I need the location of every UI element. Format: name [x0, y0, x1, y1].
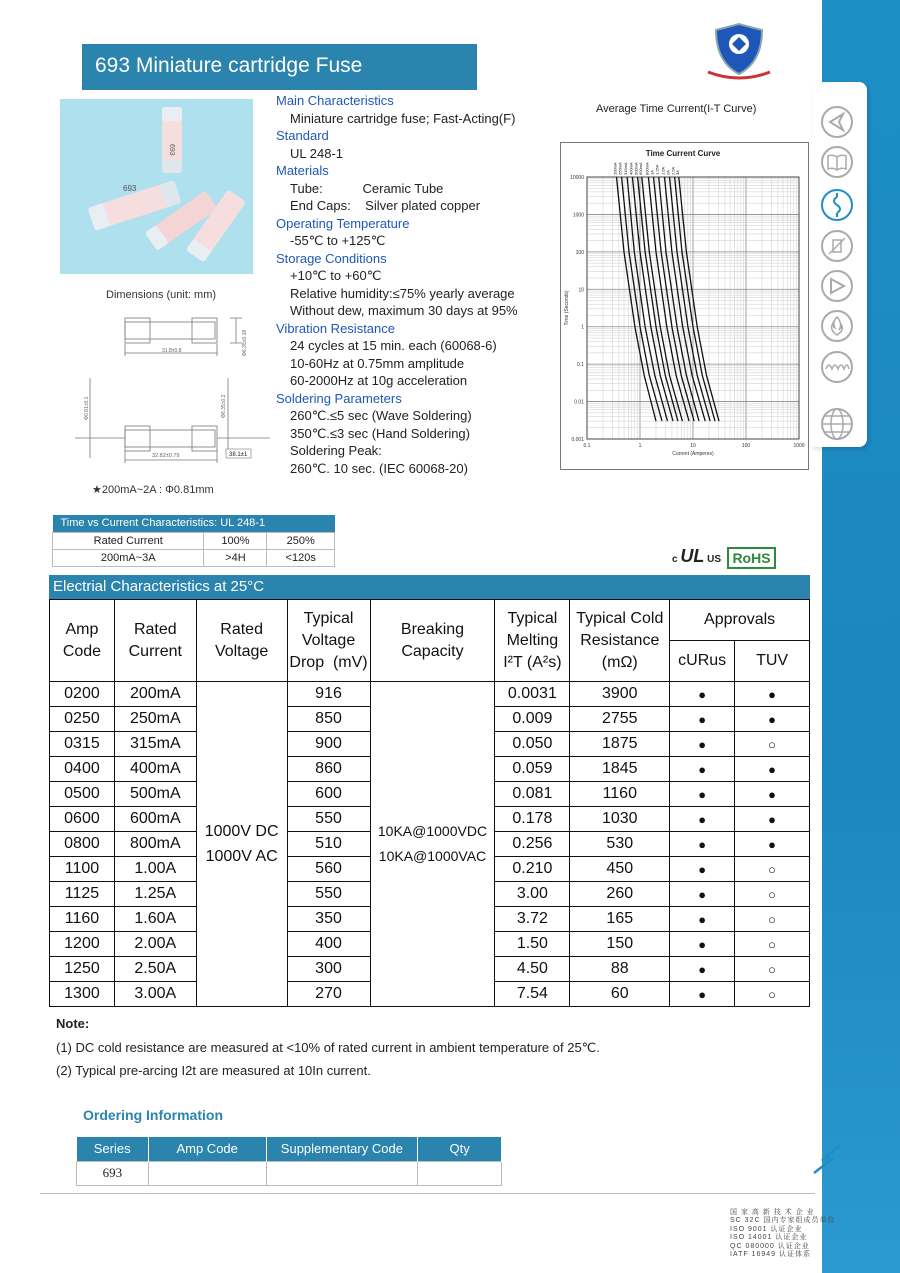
x-axis-label: Current (Amperes)	[672, 451, 714, 457]
cell-voltage-drop: 350	[287, 907, 370, 932]
char-storage-dew: Without dew, maximum 30 days at 95%	[290, 303, 518, 318]
dim-overall: 32.82±0.79	[152, 453, 180, 459]
y-tick-label: 100	[575, 249, 584, 256]
cell-tuv: ○	[735, 982, 810, 1007]
char-standard-value: UL 248-1	[290, 145, 343, 161]
cell-melting: 0.009	[495, 707, 570, 732]
footer-line: QC 080000 认证企业	[730, 1242, 810, 1250]
cell-curus: ●	[670, 932, 735, 957]
cell-voltage-drop: 550	[287, 882, 370, 907]
series-label: 1.6A	[660, 166, 666, 175]
series-label: 1A	[649, 170, 655, 175]
y-tick-label: 10000	[570, 175, 584, 181]
cell-resistance: 3900	[570, 682, 670, 707]
cell-tuv: ●	[735, 682, 810, 707]
char-soldering-2: 350℃.≤3 sec (Hand Soldering)	[290, 425, 470, 441]
cell-resistance: 450	[570, 857, 670, 882]
fuse-icon[interactable]	[819, 187, 855, 223]
header-line: Drop (mV)	[289, 653, 368, 671]
tvc-cell: Rated Current	[53, 532, 204, 549]
x-tick-label: 1	[638, 443, 642, 449]
header-line: Typical Cold	[576, 609, 664, 627]
header-line: Current	[128, 642, 182, 660]
cell-melting: 0.081	[495, 782, 570, 807]
globe-icon[interactable]	[819, 406, 855, 442]
header-line: I²T (A²s)	[503, 653, 562, 671]
cell-amp-code: 1100	[50, 857, 115, 882]
cell-resistance: 2755	[570, 707, 670, 732]
x-tick-label: 10	[690, 443, 696, 449]
col-approvals: Approvals	[670, 600, 810, 641]
ord-cell-amp-code	[148, 1161, 266, 1185]
ul-certification-mark	[672, 546, 721, 567]
dim-wire-diameter: Φ0.81±0.1	[84, 396, 90, 420]
char-materials-caps: End Caps: Silver plated copper	[290, 198, 481, 213]
coil-icon[interactable]	[819, 349, 855, 385]
char-vibration-2: 10-60Hz at 0.75mm amplitude	[290, 355, 465, 371]
cell-resistance: 165	[570, 907, 670, 932]
header-line: Rated	[220, 620, 263, 638]
char-materials-head: Materials	[276, 163, 329, 178]
ord-cell-qty	[418, 1161, 502, 1185]
cell-resistance: 88	[570, 957, 670, 982]
cell-rated-current: 1.00A	[114, 857, 196, 882]
col-tuv: TUV	[735, 641, 810, 682]
cell-voltage-drop: 300	[287, 957, 370, 982]
cell-melting: 0.178	[495, 807, 570, 832]
footer-certifications	[730, 1209, 835, 1259]
cell-tuv: ○	[735, 957, 810, 982]
cell-rated-current: 2.00A	[114, 932, 196, 957]
cell-melting: 0.050	[495, 732, 570, 757]
char-soldering-1: 260℃.≤5 sec (Wave Soldering)	[290, 408, 472, 423]
cell-resistance: 260	[570, 882, 670, 907]
char-standard-head: Standard	[276, 128, 329, 143]
char-optemp-head: Operating Temperature	[276, 215, 410, 231]
cell-curus: ●	[670, 907, 735, 932]
series-label: 400mA	[628, 162, 634, 175]
cell-amp-code: 1200	[50, 932, 115, 957]
cell-tuv: ●	[735, 807, 810, 832]
chart-title: Time Current Curve	[645, 149, 721, 158]
ord-col-series: Series	[77, 1137, 149, 1161]
cell-voltage-drop: 900	[287, 732, 370, 757]
cell-resistance: 530	[570, 832, 670, 857]
note-line-1: (1) DC cold resistance are measured at <10% of rated current in ambient temperature of 25℃.	[56, 1040, 600, 1055]
cell-resistance: 1845	[570, 757, 670, 782]
cell-rated-current: 1.25A	[114, 882, 196, 907]
dim-body-diameter: Φ6.35±0.2	[221, 394, 227, 418]
brand-shield-logo	[706, 22, 772, 82]
cell-melting: 3.72	[495, 907, 570, 932]
table-row	[50, 682, 810, 707]
cell-voltage-drop: 550	[287, 807, 370, 832]
series-label: 200mA	[612, 162, 618, 175]
col-voltage-drop	[287, 600, 370, 682]
page-title: 693 Miniature cartridge Fuse	[82, 44, 477, 90]
photo-print-1: 693	[168, 144, 175, 156]
ord-col-supplementary: Supplementary Code	[266, 1137, 418, 1161]
tvc-cell: <120s	[267, 549, 335, 566]
arrow-right-icon[interactable]	[819, 268, 855, 304]
footer-line: IATF 16949 认证体系	[730, 1251, 812, 1259]
cell-tuv: ●	[735, 782, 810, 807]
series-label: 600mA	[637, 162, 643, 175]
cell-tuv: ●	[735, 757, 810, 782]
time-current-svg	[561, 143, 808, 469]
cell-curus: ●	[670, 807, 735, 832]
cell-rated-current: 1.60A	[114, 907, 196, 932]
ul-suffix: US	[707, 554, 722, 565]
header-line: Typical	[507, 609, 558, 627]
col-rated-current	[114, 600, 196, 682]
breaking-dc: 10KA@1000VDC	[377, 823, 488, 839]
cell-melting: 0.059	[495, 757, 570, 782]
header-line: Typical	[303, 609, 354, 627]
cell-melting: 4.50	[495, 957, 570, 982]
char-storage-temp: +10℃ to +60℃	[290, 268, 382, 283]
cell-curus: ●	[670, 882, 735, 907]
cell-melting: 3.00	[495, 882, 570, 907]
curve-caption: Average Time Current(I-T Curve)	[596, 103, 757, 115]
y-tick-label: 10	[578, 287, 584, 294]
cell-curus: ●	[670, 757, 735, 782]
cell-voltage-drop: 510	[287, 832, 370, 857]
header-line: Code	[62, 642, 102, 660]
cell-amp-code: 1250	[50, 957, 115, 982]
cell-melting: 0.210	[495, 857, 570, 882]
footer-line: ISO 14001 认证企业	[730, 1234, 808, 1242]
header-line: Amp	[65, 620, 99, 638]
char-vibration-1: 24 cycles at 15 min. each (60068-6)	[290, 338, 497, 353]
dim-lead: 38.1±1	[229, 452, 248, 458]
ord-cell-series: 693	[77, 1161, 149, 1185]
x-tick-label: 100	[741, 443, 751, 449]
rohs-badge: RoHS	[727, 547, 776, 569]
cell-rated-current: 500mA	[114, 782, 196, 807]
char-main-head: Main Characteristics	[276, 93, 394, 108]
note-line-2: (2) Typical pre-arcing I2t are measured at 10In current.	[56, 1063, 371, 1078]
col-melting	[495, 600, 570, 682]
table-row	[77, 1161, 502, 1185]
footer-line: ISO 9001 认证企业	[730, 1225, 803, 1233]
char-materials-tube: Tube: Ceramic Tube	[290, 180, 444, 196]
header-line: Breaking	[400, 620, 465, 638]
footer-line: SC 32C 国内专家组成员单位	[730, 1217, 836, 1225]
tvc-cell: 100%	[204, 532, 267, 549]
cell-curus: ●	[670, 857, 735, 882]
tvc-cell: 200mA~3A	[53, 549, 204, 566]
ord-cell-supplementary	[266, 1161, 418, 1185]
dim-length: 31.8±0.8	[162, 348, 182, 354]
tvc-cell: 250%	[267, 532, 335, 549]
fuse-photo-illustration	[60, 99, 253, 274]
cell-melting: 1.50	[495, 932, 570, 957]
header-line: Voltage	[214, 642, 269, 660]
header-line: Rated	[133, 620, 177, 638]
cell-melting: 0.256	[495, 832, 570, 857]
cell-curus: ●	[670, 732, 735, 757]
dimensions-label: Dimensions (unit: mm)	[106, 289, 217, 301]
cell-voltage-drop: 600	[287, 782, 370, 807]
ul-mark: UL	[680, 546, 705, 566]
header-line: Capacity	[401, 642, 464, 660]
photo-print-2: 693	[123, 184, 137, 193]
cell-rated-current: 2.50A	[114, 957, 196, 982]
cell-breaking-capacity	[370, 682, 495, 1007]
cell-curus: ●	[670, 707, 735, 732]
char-storage-head: Storage Conditions	[276, 250, 387, 266]
cell-rated-current: 3.00A	[114, 982, 196, 1007]
col-resistance	[570, 600, 670, 682]
cell-amp-code: 0400	[50, 757, 115, 782]
note-head: Note:	[56, 1016, 90, 1031]
cell-tuv: ○	[735, 932, 810, 957]
y-tick-label: 1	[581, 324, 584, 331]
cell-tuv: ●	[735, 707, 810, 732]
cell-voltage-drop: 270	[287, 982, 370, 1007]
char-vibration-3: 60-2000Hz at 10g acceleration	[290, 373, 468, 388]
cell-tuv: ○	[735, 857, 810, 882]
cell-rated-current: 315mA	[114, 732, 196, 757]
tvc-title: Time vs Current Characteristics: UL 248-1	[53, 515, 335, 532]
time-current-chart	[560, 142, 809, 470]
electrical-title: Electrial Characteristics at 25°C	[49, 575, 810, 599]
series-line	[670, 177, 711, 421]
y-tick-label: 0.001	[571, 437, 584, 443]
characteristics-list	[276, 92, 546, 477]
cell-curus: ●	[670, 832, 735, 857]
y-tick-label: 0.01	[574, 399, 584, 406]
cell-resistance: 1160	[570, 782, 670, 807]
cell-rated-current: 600mA	[114, 807, 196, 832]
char-vibration-head: Vibration Resistance	[276, 320, 395, 336]
cell-curus: ●	[670, 982, 735, 1007]
cell-amp-code: 1160	[50, 907, 115, 932]
series-label: 315mA	[623, 162, 629, 175]
cell-amp-code: 0200	[50, 682, 115, 707]
char-soldering-head: Soldering Parameters	[276, 390, 402, 406]
x-tick-label: 1000	[793, 443, 805, 449]
cell-rated-current: 400mA	[114, 757, 196, 782]
series-label: 2A	[665, 170, 671, 175]
series-label: 500mA	[633, 162, 639, 175]
ord-col-amp-code: Amp Code	[148, 1137, 266, 1161]
dimension-drawing	[70, 308, 270, 473]
char-soldering-3: Soldering Peak:	[290, 443, 382, 458]
lightning-icon	[810, 1143, 844, 1175]
cell-tuv: ○	[735, 882, 810, 907]
cell-tuv: ○	[735, 907, 810, 932]
char-optemp-value: -55℃ to +125℃	[290, 233, 386, 248]
x-tick-label: 0.1	[583, 443, 591, 449]
header-line: Melting	[506, 631, 559, 649]
cell-amp-code: 1125	[50, 882, 115, 907]
cell-voltage-drop: 916	[287, 682, 370, 707]
col-amp-code	[50, 600, 115, 682]
cell-curus: ●	[670, 957, 735, 982]
cell-rated-current: 800mA	[114, 832, 196, 857]
cell-curus: ●	[670, 682, 735, 707]
y-tick-label: 0.1	[577, 362, 584, 369]
y-axis-label: Time (Seconds)	[564, 290, 570, 326]
header-line: (mΩ)	[601, 653, 638, 671]
cell-voltage-drop: 860	[287, 757, 370, 782]
product-photo	[60, 99, 253, 274]
col-rated-voltage	[196, 600, 287, 682]
cell-voltage-drop: 400	[287, 932, 370, 957]
col-curus: cURus	[670, 641, 735, 682]
flame-icon[interactable]	[819, 308, 855, 344]
cell-voltage-drop: 850	[287, 707, 370, 732]
ord-col-qty: Qty	[418, 1137, 502, 1161]
cell-rated-voltage	[196, 682, 287, 1007]
footer-line: 国 家 高 新 技 术 企 业	[730, 1209, 815, 1216]
cell-resistance: 150	[570, 932, 670, 957]
book-icon[interactable]	[819, 144, 855, 180]
breaking-ac: 10KA@1000VAC	[378, 848, 487, 864]
cell-amp-code: 0250	[50, 707, 115, 732]
cell-melting: 0.0031	[495, 682, 570, 707]
ordering-table	[76, 1137, 502, 1186]
cell-resistance: 1875	[570, 732, 670, 757]
char-storage-humidity: Relative humidity:≤75% yearly average	[290, 285, 515, 301]
cell-amp-code: 1300	[50, 982, 115, 1007]
y-tick-label: 1000	[572, 212, 584, 219]
tvc-cell: >4H	[204, 549, 267, 566]
time-vs-current-table	[52, 515, 335, 567]
cell-rated-current: 250mA	[114, 707, 196, 732]
header-line: Resistance	[580, 631, 660, 649]
cell-curus: ●	[670, 782, 735, 807]
electrical-table	[49, 599, 810, 1007]
char-main-value: Miniature cartridge fuse; Fast-Acting(F)	[290, 110, 516, 126]
ordering-title: Ordering Information	[83, 1107, 223, 1123]
cell-resistance: 60	[570, 982, 670, 1007]
cell-melting: 7.54	[495, 982, 570, 1007]
dim-cap-diameter: Φ6.35±0.18	[242, 329, 248, 356]
char-soldering-4: 260℃. 10 sec. (IEC 60068-20)	[290, 460, 468, 476]
cell-amp-code: 0500	[50, 782, 115, 807]
series-label: 1.25A	[654, 164, 660, 175]
series-label: 800mA	[644, 162, 650, 175]
col-breaking	[370, 600, 495, 682]
footer-divider	[40, 1193, 815, 1194]
cell-amp-code: 0315	[50, 732, 115, 757]
table-row	[53, 532, 335, 549]
voltage-ac: 1000V AC	[205, 848, 278, 865]
cell-tuv: ●	[735, 832, 810, 857]
voltage-dc: 1000V DC	[204, 823, 279, 840]
cell-voltage-drop: 560	[287, 857, 370, 882]
cell-rated-current: 200mA	[114, 682, 196, 707]
cell-resistance: 1030	[570, 807, 670, 832]
arrow-icon[interactable]	[819, 104, 855, 140]
cell-amp-code: 0800	[50, 832, 115, 857]
ul-prefix: c	[672, 554, 678, 565]
header-line: Voltage	[301, 631, 356, 649]
series-label: 2.5A	[670, 166, 676, 175]
thermistor-icon[interactable]	[819, 228, 855, 264]
table-row	[53, 549, 335, 566]
cell-amp-code: 0600	[50, 807, 115, 832]
series-label: 250mA	[617, 162, 623, 175]
cell-tuv: ○	[735, 732, 810, 757]
wire-diameter-note: ★200mA~2A : Φ0.81mm	[92, 484, 214, 496]
series-label: 3A	[674, 170, 680, 175]
